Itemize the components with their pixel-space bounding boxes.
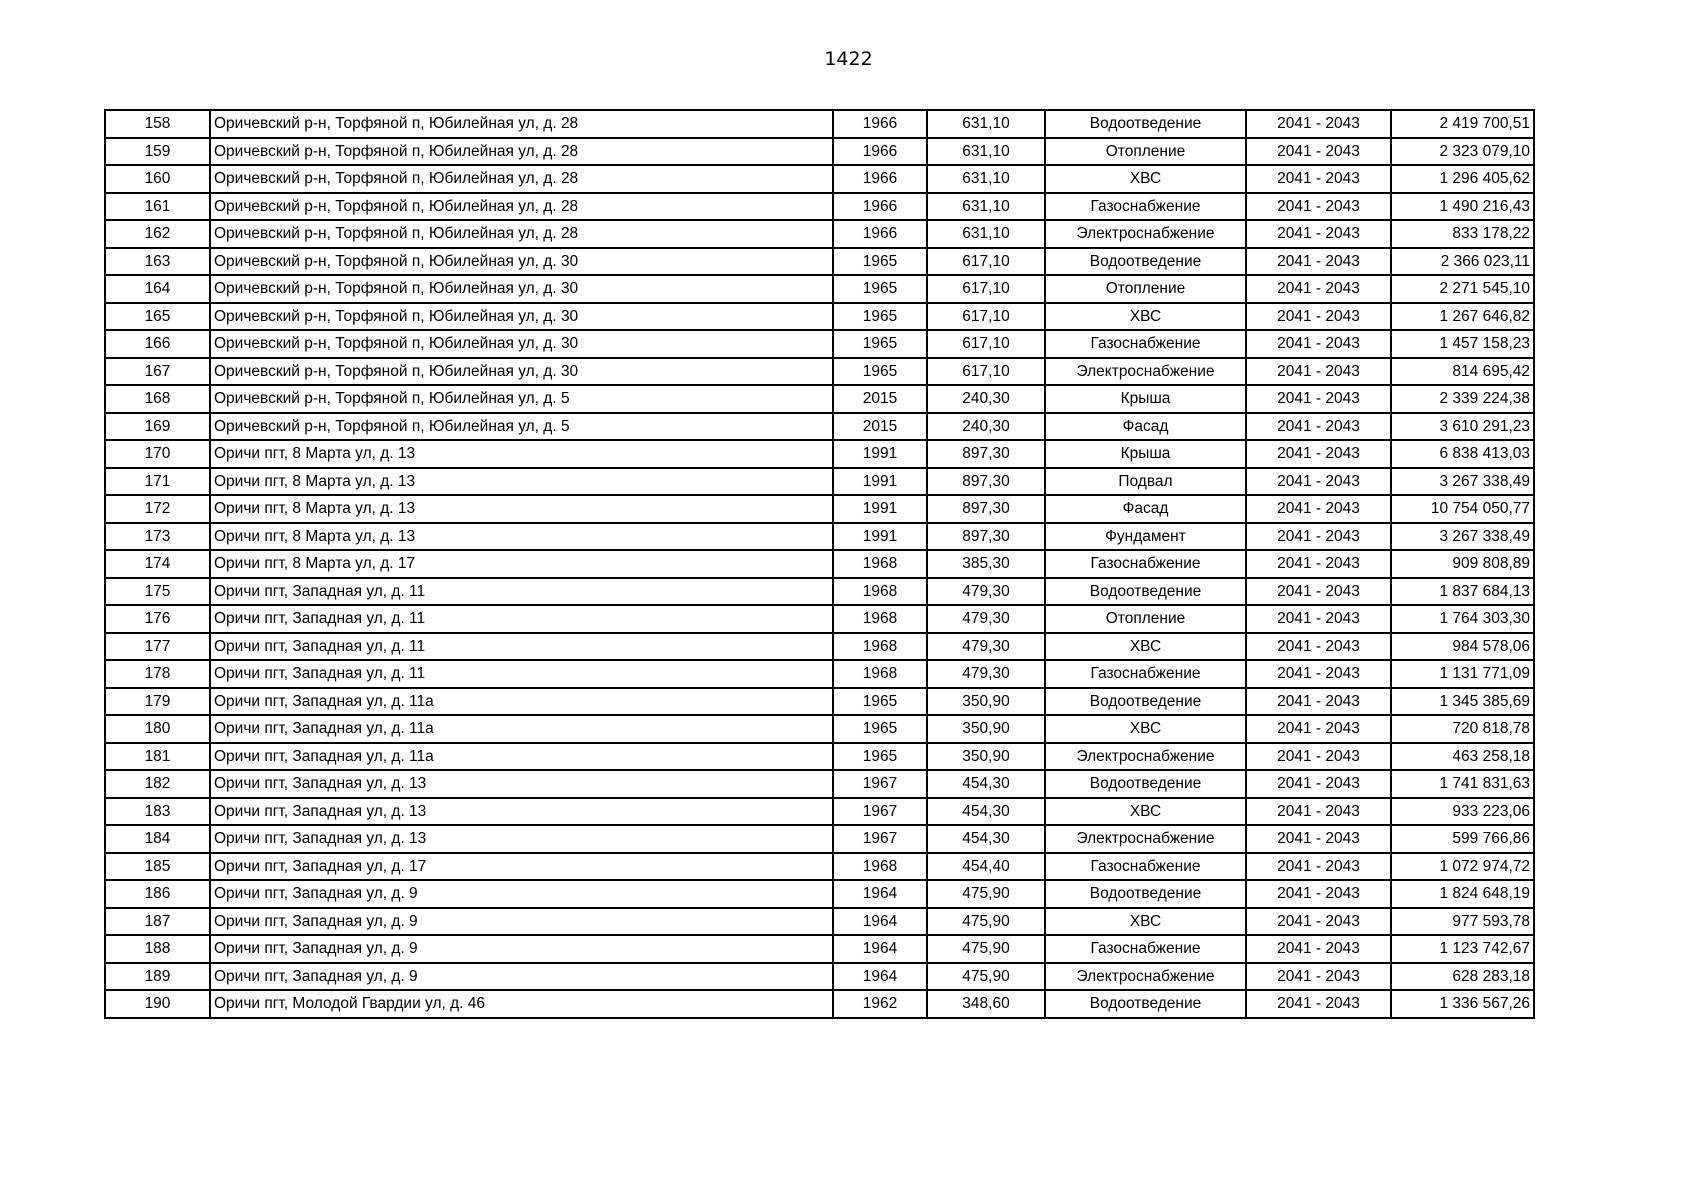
period-cell: 2041 - 2043: [1246, 688, 1391, 716]
area-cell: 385,30: [927, 550, 1045, 578]
table-row: [105, 110, 1534, 138]
year-cell: 1964: [833, 880, 927, 908]
work-type-cell: Водоотведение: [1045, 578, 1246, 606]
table-row: [105, 798, 1534, 826]
cost-cell: 2 339 224,38: [1391, 385, 1534, 413]
year-cell: 1968: [833, 578, 927, 606]
cost-cell: 1 123 742,67: [1391, 935, 1534, 963]
work-type-cell: Водоотведение: [1045, 990, 1246, 1018]
year-cell: 1965: [833, 303, 927, 331]
work-type-cell: Отопление: [1045, 275, 1246, 303]
table-row: [105, 633, 1534, 661]
table-row: [105, 688, 1534, 716]
cost-cell: 720 818,78: [1391, 715, 1534, 743]
year-cell: 1991: [833, 468, 927, 496]
year-cell: 1965: [833, 715, 927, 743]
year-cell: 1991: [833, 440, 927, 468]
row-number-cell: 174: [105, 550, 210, 578]
area-cell: 617,10: [927, 275, 1045, 303]
address-cell: Оричевский р-н, Торфяной п, Юбилейная ул, д. 28: [210, 138, 833, 166]
area-cell: 631,10: [927, 165, 1045, 193]
address-cell: Оричи пгт, Западная ул, д. 11: [210, 605, 833, 633]
cost-cell: 10 754 050,77: [1391, 495, 1534, 523]
year-cell: 1966: [833, 193, 927, 221]
row-number-cell: 189: [105, 963, 210, 991]
area-cell: 475,90: [927, 908, 1045, 936]
year-cell: 1991: [833, 523, 927, 551]
area-cell: 454,30: [927, 825, 1045, 853]
area-cell: 631,10: [927, 110, 1045, 138]
row-number-cell: 164: [105, 275, 210, 303]
year-cell: 1965: [833, 330, 927, 358]
cost-cell: 599 766,86: [1391, 825, 1534, 853]
table-row: [105, 330, 1534, 358]
area-cell: 631,10: [927, 138, 1045, 166]
cost-cell: 977 593,78: [1391, 908, 1534, 936]
area-cell: 479,30: [927, 633, 1045, 661]
cost-cell: 3 267 338,49: [1391, 523, 1534, 551]
address-cell: Оричевский р-н, Торфяной п, Юбилейная ул, д. 30: [210, 275, 833, 303]
area-cell: 617,10: [927, 248, 1045, 276]
cost-cell: 1 490 216,43: [1391, 193, 1534, 221]
row-number-cell: 170: [105, 440, 210, 468]
row-number-cell: 176: [105, 605, 210, 633]
address-cell: Оричи пгт, 8 Марта ул, д. 13: [210, 495, 833, 523]
year-cell: 1964: [833, 908, 927, 936]
area-cell: 350,90: [927, 743, 1045, 771]
year-cell: 1965: [833, 248, 927, 276]
cost-cell: 463 258,18: [1391, 743, 1534, 771]
area-cell: 479,30: [927, 578, 1045, 606]
work-type-cell: Водоотведение: [1045, 770, 1246, 798]
area-cell: 240,30: [927, 413, 1045, 441]
table-row: [105, 138, 1534, 166]
period-cell: 2041 - 2043: [1246, 330, 1391, 358]
year-cell: 1962: [833, 990, 927, 1018]
work-type-cell: Фундамент: [1045, 523, 1246, 551]
table-row: [105, 825, 1534, 853]
address-cell: Оричи пгт, Западная ул, д. 17: [210, 853, 833, 881]
row-number-cell: 160: [105, 165, 210, 193]
row-number-cell: 175: [105, 578, 210, 606]
year-cell: 2015: [833, 385, 927, 413]
year-cell: 1965: [833, 275, 927, 303]
period-cell: 2041 - 2043: [1246, 550, 1391, 578]
cost-cell: 628 283,18: [1391, 963, 1534, 991]
period-cell: 2041 - 2043: [1246, 495, 1391, 523]
cost-cell: 814 695,42: [1391, 358, 1534, 386]
period-cell: 2041 - 2043: [1246, 908, 1391, 936]
period-cell: 2041 - 2043: [1246, 935, 1391, 963]
row-number-cell: 173: [105, 523, 210, 551]
period-cell: 2041 - 2043: [1246, 138, 1391, 166]
address-cell: Оричи пгт, Западная ул, д. 11а: [210, 743, 833, 771]
period-cell: 2041 - 2043: [1246, 743, 1391, 771]
area-cell: 454,40: [927, 853, 1045, 881]
work-type-cell: Крыша: [1045, 440, 1246, 468]
area-cell: 897,30: [927, 495, 1045, 523]
table-row: [105, 880, 1534, 908]
year-cell: 1967: [833, 798, 927, 826]
cost-cell: 1 345 385,69: [1391, 688, 1534, 716]
period-cell: 2041 - 2043: [1246, 825, 1391, 853]
table-row: [105, 275, 1534, 303]
work-type-cell: Водоотведение: [1045, 880, 1246, 908]
address-cell: Оричи пгт, 8 Марта ул, д. 13: [210, 523, 833, 551]
table-row: [105, 413, 1534, 441]
row-number-cell: 167: [105, 358, 210, 386]
cost-cell: 3 267 338,49: [1391, 468, 1534, 496]
work-type-cell: Подвал: [1045, 468, 1246, 496]
row-number-cell: 187: [105, 908, 210, 936]
work-type-cell: Электроснабжение: [1045, 743, 1246, 771]
area-cell: 617,10: [927, 358, 1045, 386]
period-cell: 2041 - 2043: [1246, 798, 1391, 826]
period-cell: 2041 - 2043: [1246, 413, 1391, 441]
work-type-cell: Водоотведение: [1045, 688, 1246, 716]
address-cell: Оричи пгт, Западная ул, д. 11а: [210, 715, 833, 743]
period-cell: 2041 - 2043: [1246, 605, 1391, 633]
row-number-cell: 179: [105, 688, 210, 716]
area-cell: 350,90: [927, 715, 1045, 743]
work-type-cell: Газоснабжение: [1045, 550, 1246, 578]
work-type-cell: Газоснабжение: [1045, 660, 1246, 688]
cost-cell: 2 323 079,10: [1391, 138, 1534, 166]
cost-cell: 3 610 291,23: [1391, 413, 1534, 441]
row-number-cell: 161: [105, 193, 210, 221]
work-type-cell: Электроснабжение: [1045, 963, 1246, 991]
year-cell: 1968: [833, 633, 927, 661]
year-cell: 1967: [833, 770, 927, 798]
year-cell: 1965: [833, 743, 927, 771]
address-cell: Оричи пгт, Западная ул, д. 11: [210, 660, 833, 688]
row-number-cell: 186: [105, 880, 210, 908]
row-number-cell: 169: [105, 413, 210, 441]
period-cell: 2041 - 2043: [1246, 578, 1391, 606]
work-type-cell: Газоснабжение: [1045, 193, 1246, 221]
area-cell: 617,10: [927, 330, 1045, 358]
year-cell: 1965: [833, 358, 927, 386]
table-row: [105, 770, 1534, 798]
work-type-cell: Электроснабжение: [1045, 825, 1246, 853]
period-cell: 2041 - 2043: [1246, 963, 1391, 991]
row-number-cell: 183: [105, 798, 210, 826]
address-cell: Оричи пгт, Западная ул, д. 13: [210, 770, 833, 798]
cost-cell: 933 223,06: [1391, 798, 1534, 826]
area-cell: 454,30: [927, 798, 1045, 826]
cost-cell: 1 267 646,82: [1391, 303, 1534, 331]
table-row: [105, 660, 1534, 688]
table-row: [105, 220, 1534, 248]
row-number-cell: 162: [105, 220, 210, 248]
cost-cell: 6 838 413,03: [1391, 440, 1534, 468]
period-cell: 2041 - 2043: [1246, 770, 1391, 798]
row-number-cell: 171: [105, 468, 210, 496]
table-row: [105, 468, 1534, 496]
table-row: [105, 935, 1534, 963]
year-cell: 1964: [833, 935, 927, 963]
year-cell: 1968: [833, 605, 927, 633]
address-cell: Оричи пгт, 8 Марта ул, д. 17: [210, 550, 833, 578]
work-type-cell: Фасад: [1045, 495, 1246, 523]
cost-cell: 909 808,89: [1391, 550, 1534, 578]
area-cell: 479,30: [927, 660, 1045, 688]
table-row: [105, 963, 1534, 991]
cost-cell: 984 578,06: [1391, 633, 1534, 661]
address-cell: Оричевский р-н, Торфяной п, Юбилейная ул, д. 30: [210, 248, 833, 276]
work-type-cell: Электроснабжение: [1045, 358, 1246, 386]
year-cell: 1968: [833, 853, 927, 881]
table-row: [105, 605, 1534, 633]
row-number-cell: 182: [105, 770, 210, 798]
table-row: [105, 578, 1534, 606]
area-cell: 350,90: [927, 688, 1045, 716]
area-cell: 454,30: [927, 770, 1045, 798]
table-row: [105, 908, 1534, 936]
address-cell: Оричи пгт, Западная ул, д. 11: [210, 633, 833, 661]
work-type-cell: ХВС: [1045, 715, 1246, 743]
area-cell: 240,30: [927, 385, 1045, 413]
address-cell: Оричевский р-н, Торфяной п, Юбилейная ул, д. 28: [210, 193, 833, 221]
row-number-cell: 158: [105, 110, 210, 138]
address-cell: Оричи пгт, Западная ул, д. 9: [210, 908, 833, 936]
work-type-cell: Фасад: [1045, 413, 1246, 441]
period-cell: 2041 - 2043: [1246, 880, 1391, 908]
address-cell: Оричевский р-н, Торфяной п, Юбилейная ул, д. 28: [210, 110, 833, 138]
year-cell: 2015: [833, 413, 927, 441]
period-cell: 2041 - 2043: [1246, 440, 1391, 468]
period-cell: 2041 - 2043: [1246, 220, 1391, 248]
table-row: [105, 523, 1534, 551]
table-row: [105, 248, 1534, 276]
address-cell: Оричи пгт, Западная ул, д. 11а: [210, 688, 833, 716]
area-cell: 897,30: [927, 440, 1045, 468]
row-number-cell: 165: [105, 303, 210, 331]
work-type-cell: Отопление: [1045, 605, 1246, 633]
table-row: [105, 303, 1534, 331]
address-cell: Оричи пгт, Западная ул, д. 13: [210, 825, 833, 853]
table-row: [105, 495, 1534, 523]
table-body: [105, 110, 1534, 1018]
table-row: [105, 715, 1534, 743]
period-cell: 2041 - 2043: [1246, 110, 1391, 138]
work-type-cell: ХВС: [1045, 165, 1246, 193]
address-cell: Оричевский р-н, Торфяной п, Юбилейная ул, д. 5: [210, 413, 833, 441]
period-cell: 2041 - 2043: [1246, 165, 1391, 193]
table-row: [105, 743, 1534, 771]
work-type-cell: Электроснабжение: [1045, 220, 1246, 248]
table-row: [105, 550, 1534, 578]
year-cell: 1966: [833, 138, 927, 166]
period-cell: 2041 - 2043: [1246, 660, 1391, 688]
address-cell: Оричевский р-н, Торфяной п, Юбилейная ул, д. 28: [210, 220, 833, 248]
work-type-cell: ХВС: [1045, 633, 1246, 661]
year-cell: 1968: [833, 550, 927, 578]
cost-cell: 1 131 771,09: [1391, 660, 1534, 688]
year-cell: 1964: [833, 963, 927, 991]
row-number-cell: 181: [105, 743, 210, 771]
page-number: 1422: [824, 48, 873, 70]
area-cell: 475,90: [927, 935, 1045, 963]
work-type-cell: Крыша: [1045, 385, 1246, 413]
period-cell: 2041 - 2043: [1246, 990, 1391, 1018]
area-cell: 475,90: [927, 880, 1045, 908]
period-cell: 2041 - 2043: [1246, 633, 1391, 661]
table-row: [105, 853, 1534, 881]
cost-cell: 1 824 648,19: [1391, 880, 1534, 908]
year-cell: 1965: [833, 688, 927, 716]
work-type-cell: Газоснабжение: [1045, 935, 1246, 963]
registry-table: [104, 109, 1535, 1019]
area-cell: 475,90: [927, 963, 1045, 991]
address-cell: Оричи пгт, 8 Марта ул, д. 13: [210, 440, 833, 468]
table-row: [105, 165, 1534, 193]
period-cell: 2041 - 2043: [1246, 715, 1391, 743]
period-cell: 2041 - 2043: [1246, 358, 1391, 386]
cost-cell: 2 271 545,10: [1391, 275, 1534, 303]
period-cell: 2041 - 2043: [1246, 385, 1391, 413]
work-type-cell: Газоснабжение: [1045, 330, 1246, 358]
row-number-cell: 177: [105, 633, 210, 661]
year-cell: 1968: [833, 660, 927, 688]
cost-cell: 2 419 700,51: [1391, 110, 1534, 138]
address-cell: Оричи пгт, Западная ул, д. 9: [210, 935, 833, 963]
cost-cell: 1 336 567,26: [1391, 990, 1534, 1018]
area-cell: 617,10: [927, 303, 1045, 331]
address-cell: Оричи пгт, Западная ул, д. 11: [210, 578, 833, 606]
work-type-cell: ХВС: [1045, 908, 1246, 936]
area-cell: 631,10: [927, 193, 1045, 221]
year-cell: 1966: [833, 220, 927, 248]
area-cell: 897,30: [927, 523, 1045, 551]
year-cell: 1967: [833, 825, 927, 853]
table-row: [105, 990, 1534, 1018]
work-type-cell: Водоотведение: [1045, 110, 1246, 138]
cost-cell: 1 457 158,23: [1391, 330, 1534, 358]
row-number-cell: 185: [105, 853, 210, 881]
cost-cell: 1 764 303,30: [1391, 605, 1534, 633]
row-number-cell: 163: [105, 248, 210, 276]
row-number-cell: 190: [105, 990, 210, 1018]
address-cell: Оричи пгт, Западная ул, д. 13: [210, 798, 833, 826]
area-cell: 479,30: [927, 605, 1045, 633]
period-cell: 2041 - 2043: [1246, 275, 1391, 303]
period-cell: 2041 - 2043: [1246, 303, 1391, 331]
row-number-cell: 172: [105, 495, 210, 523]
work-type-cell: Газоснабжение: [1045, 853, 1246, 881]
period-cell: 2041 - 2043: [1246, 523, 1391, 551]
work-type-cell: ХВС: [1045, 303, 1246, 331]
cost-cell: 833 178,22: [1391, 220, 1534, 248]
address-cell: Оричи пгт, 8 Марта ул, д. 13: [210, 468, 833, 496]
cost-cell: 1 072 974,72: [1391, 853, 1534, 881]
cost-cell: 1 741 831,63: [1391, 770, 1534, 798]
year-cell: 1966: [833, 165, 927, 193]
area-cell: 348,60: [927, 990, 1045, 1018]
table-row: [105, 385, 1534, 413]
period-cell: 2041 - 2043: [1246, 853, 1391, 881]
area-cell: 897,30: [927, 468, 1045, 496]
cost-cell: 1 837 684,13: [1391, 578, 1534, 606]
address-cell: Оричи пгт, Западная ул, д. 9: [210, 963, 833, 991]
address-cell: Оричевский р-н, Торфяной п, Юбилейная ул, д. 30: [210, 303, 833, 331]
row-number-cell: 184: [105, 825, 210, 853]
row-number-cell: 188: [105, 935, 210, 963]
work-type-cell: Отопление: [1045, 138, 1246, 166]
row-number-cell: 178: [105, 660, 210, 688]
area-cell: 631,10: [927, 220, 1045, 248]
work-type-cell: Водоотведение: [1045, 248, 1246, 276]
period-cell: 2041 - 2043: [1246, 248, 1391, 276]
address-cell: Оричевский р-н, Торфяной п, Юбилейная ул, д. 28: [210, 165, 833, 193]
year-cell: 1991: [833, 495, 927, 523]
table-row: [105, 440, 1534, 468]
row-number-cell: 166: [105, 330, 210, 358]
row-number-cell: 168: [105, 385, 210, 413]
address-cell: Оричевский р-н, Торфяной п, Юбилейная ул, д. 30: [210, 358, 833, 386]
year-cell: 1966: [833, 110, 927, 138]
table-row: [105, 358, 1534, 386]
work-type-cell: ХВС: [1045, 798, 1246, 826]
table-row: [105, 193, 1534, 221]
period-cell: 2041 - 2043: [1246, 193, 1391, 221]
address-cell: Оричи пгт, Молодой Гвардии ул, д. 46: [210, 990, 833, 1018]
period-cell: 2041 - 2043: [1246, 468, 1391, 496]
address-cell: Оричевский р-н, Торфяной п, Юбилейная ул, д. 5: [210, 385, 833, 413]
row-number-cell: 159: [105, 138, 210, 166]
address-cell: Оричи пгт, Западная ул, д. 9: [210, 880, 833, 908]
row-number-cell: 180: [105, 715, 210, 743]
cost-cell: 2 366 023,11: [1391, 248, 1534, 276]
cost-cell: 1 296 405,62: [1391, 165, 1534, 193]
address-cell: Оричевский р-н, Торфяной п, Юбилейная ул, д. 30: [210, 330, 833, 358]
